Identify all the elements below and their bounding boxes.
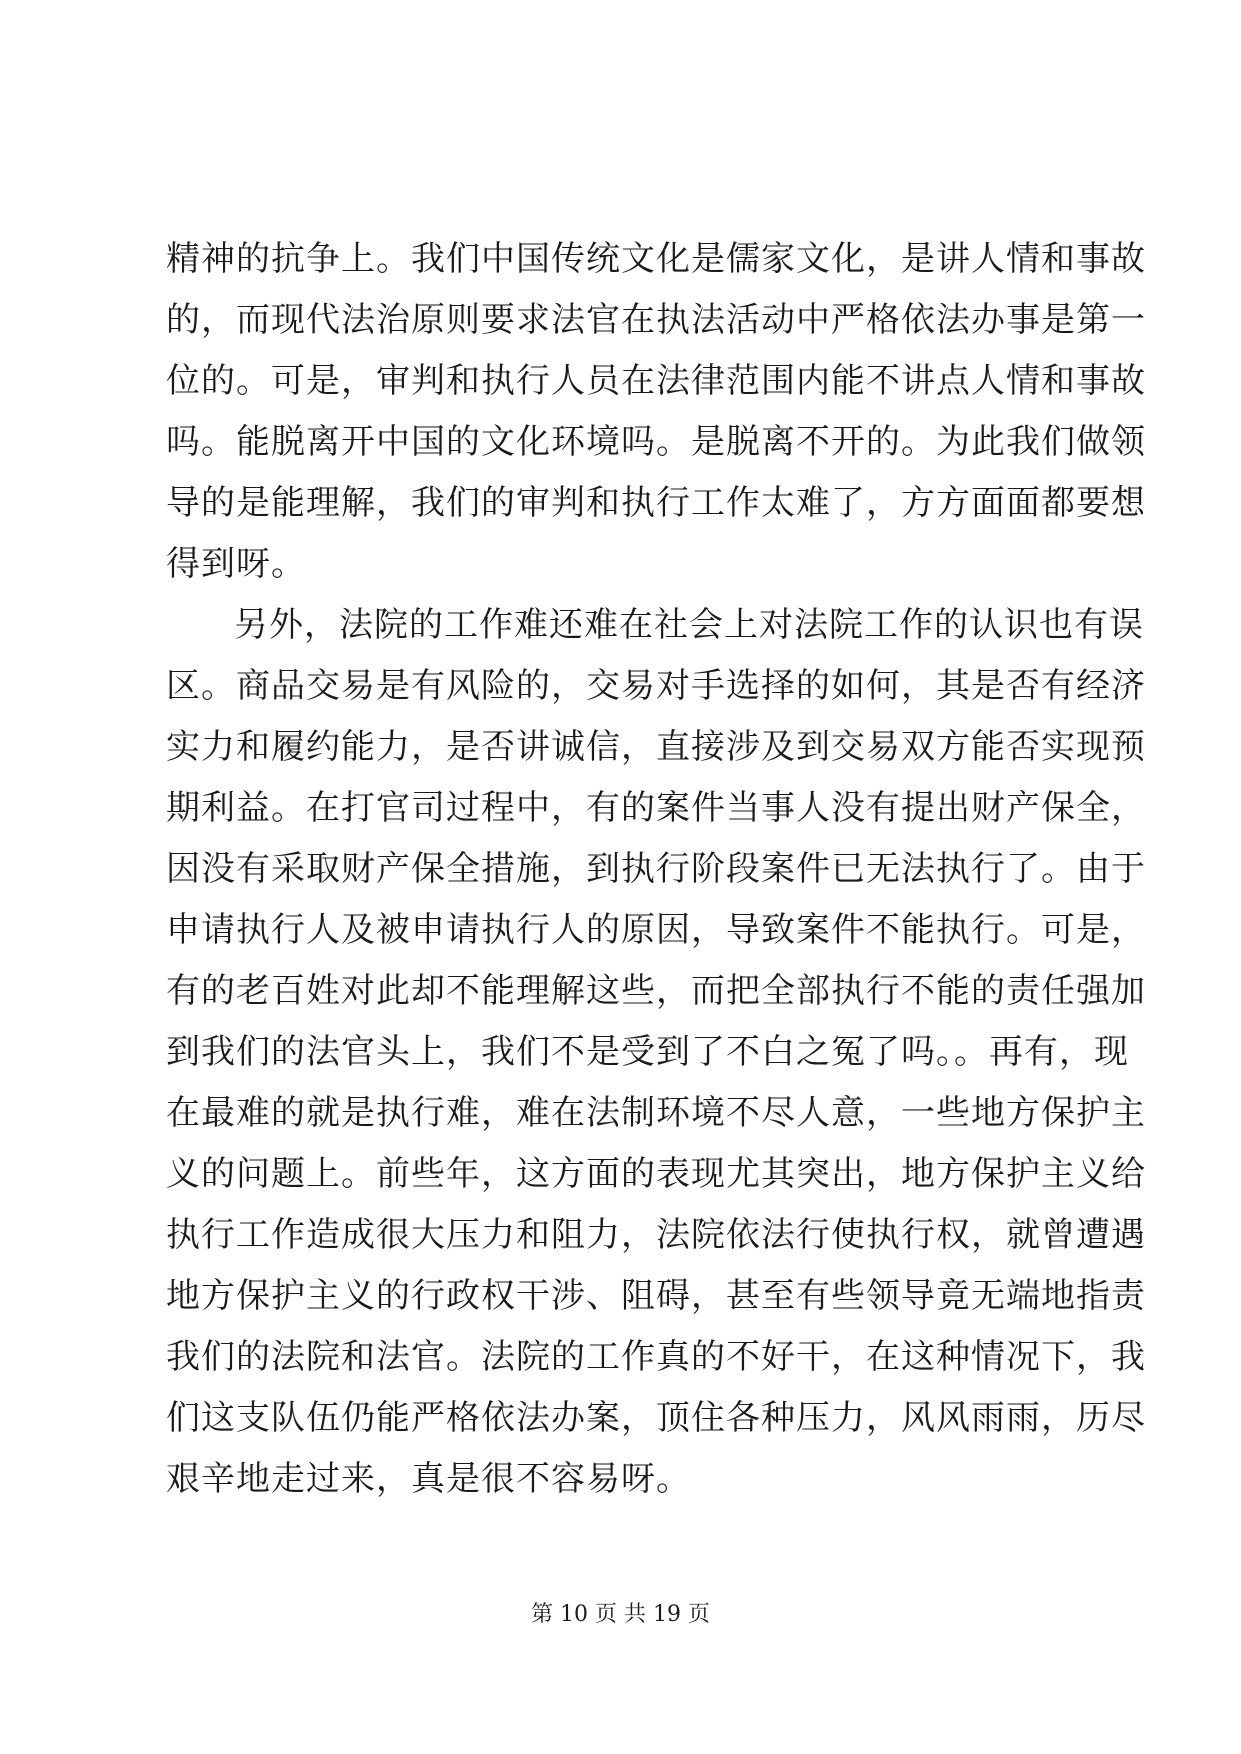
text-line: 实力和履约能力，是否讲诚信，直接涉及到交易双方能否实现预 [166,727,1146,767]
text-line: 期利益。在打官司过程中，有的案件当事人没有提出财产保全， [166,788,1146,828]
text-line: 们这支队伍仍能严格依法办案，顶住各种压力，风风雨雨，历尽 [166,1398,1146,1438]
text-line: 艰辛地走过来，真是很不容易呀。 [166,1459,691,1499]
text-line: 导的是能理解，我们的审判和执行工作太难了，方方面面都要想 [166,483,1146,523]
text-line: 在最难的就是执行难，难在法制环境不尽人意，一些地方保护主 [166,1093,1146,1133]
text-line: 义的问题上。前些年，这方面的表现尤其突出，地方保护主义给 [166,1154,1146,1194]
text-line: 精神的抗争上。我们中国传统文化是儒家文化，是讲人情和事故 [166,239,1146,279]
body-text [166,229,1146,1510]
text-line: 位的。可是，审判和执行人员在法律范围内能不讲点人情和事故 [166,361,1146,401]
text-line: 执行工作造成很大压力和阻力，法院依法行使执行权，就曾遭遇 [166,1215,1146,1255]
text-line: 另外，法院的工作难还难在社会上对法院工作的认识也有误 [234,605,1144,645]
text-line: 申请执行人及被申请执行人的原因，导致案件不能执行。可是， [166,910,1146,950]
paragraph-2 [166,595,1146,1510]
page-number-footer: 第 10 页 共 19 页 [531,1602,710,1627]
text-line: 吗。能脱离开中国的文化环境吗。是脱离不开的。为此我们做领 [166,422,1146,462]
text-line: 得到呀。 [166,544,306,584]
paragraph-1 [166,229,1146,595]
text-line: 区。商品交易是有风险的，交易对手选择的如何，其是否有经济 [166,666,1146,706]
text-line: 因没有采取财产保全措施，到执行阶段案件已无法执行了。由于 [166,849,1146,889]
text-line: 有的老百姓对此却不能理解这些，而把全部执行不能的责任强加 [166,971,1146,1011]
text-line: 我们的法院和法官。法院的工作真的不好干，在这种情况下，我 [166,1337,1146,1377]
text-line: 到我们的法官头上，我们不是受到了不白之冤了吗。。再有，现 [166,1032,1129,1072]
text-line: 地方保护主义的行政权干涉、阻碍，甚至有些领导竟无端地指责 [166,1276,1146,1316]
text-line: 的，而现代法治原则要求法官在执法活动中严格依法办事是第一 [166,300,1146,340]
